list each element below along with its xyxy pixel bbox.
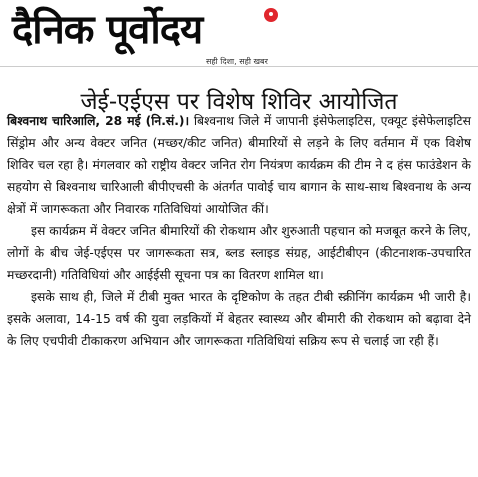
masthead-divider <box>0 66 478 67</box>
newspaper-name: दैनिक पूर्वोदय <box>12 7 203 53</box>
article-paragraph-1 <box>7 110 471 220</box>
article-body <box>7 110 471 352</box>
article-dateline: बिश्वनाथ चारिआलि, 28 मई (नि.सं.)। <box>7 114 190 128</box>
article-paragraph-3: इसके साथ ही, जिले में टीबी मुक्त भारत के दृष्टिकोण के तहत टीबी स्क्रीनिंग कार्यक्रम भी जारी है। इसके अलावा, 14-15 वर्ष की युवा लड़कियों में बेहतर स्वास्थ्य और बीमारी की रोकथाम को बढ़ावा देने के लिए एचपीवी टीकाकरण अभियान और जागरूकता गतिविधियां सक्रिय रूप से चलाई जा रही हैं। <box>7 290 471 348</box>
article-paragraph-2: इस कार्यक्रम में वेक्टर जनित बीमारियों की रोकथाम और शुरुआती पहचान को मजबूत करने के लिए, लोगों के बीच जेई-एईएस पर जागरूकता सत्र, ब्लड स्लाइड संग्रह, आईटीबीएन (कीटनाशक-उपचारित मच्छरदानी) गतिविधियां और आईईसी सूचना पत्र का वितरण शामिल था। <box>7 224 471 282</box>
newspaper-masthead <box>12 2 282 64</box>
article-headline: जेई-एईएस पर विशेष शिविर आयोजित <box>80 89 398 116</box>
brand-dot-icon <box>264 8 278 22</box>
article-paragraph-1-text: बिश्वनाथ जिले में जापानी इंसेफेलाइटिस, एक्यूट इंसेफेलाइटिस सिंड्रोम और अन्य वेक्टर जनित (मच्छर/कीट जनित) बीमारियों से लड़ने के लिए वर्तमान में एक विशेष शिविर चल रहा है। मंगलवार को राष्ट्रीय वेक्टर जनित रोग नियंत्रण कार्यक्रम की टीम ने द हंस फाउंडेशन के सहयोग से बिश्वनाथ चारिआली बीपीएचसी के अंतर्गत पावोई चाय बागान के साथ-साथ बिश्वनाथ के अन्य क्षेत्रों में जागरूकता और निवारक गतिविधियां आयोजित कीं। <box>7 114 471 216</box>
newspaper-tagline: सही दिशा, सही खबर <box>206 57 268 66</box>
